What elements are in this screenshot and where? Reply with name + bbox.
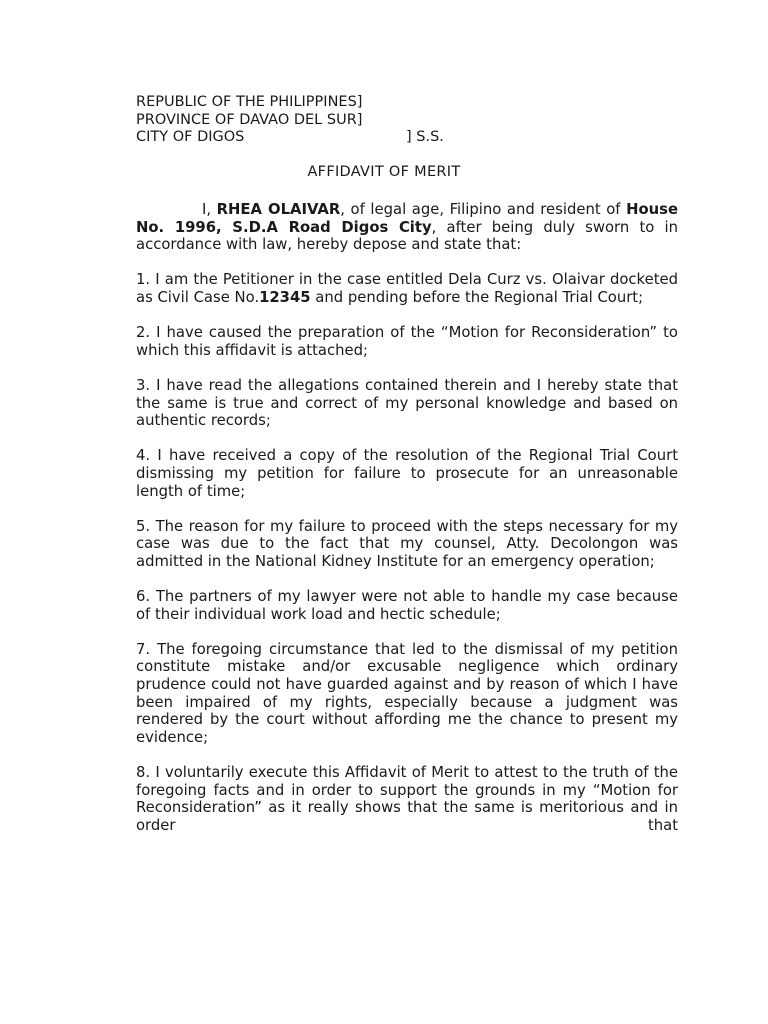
caption-line-republic <box>136 94 362 112</box>
paragraph-1 <box>136 271 678 306</box>
caption-line-province <box>136 112 362 130</box>
caption-city: CITY OF DIGOS <box>136 129 245 145</box>
caption-ss: ] S.S. <box>406 129 444 145</box>
intro-prefix: I, <box>202 201 217 218</box>
document-title: AFFIDAVIT OF MERIT <box>307 164 461 180</box>
intro-suffix: , after being duly sworn to in accordance with law, hereby depose and state that: <box>136 218 678 254</box>
caption-republic: REPUBLIC OF THE PHILIPPINES] <box>136 94 363 110</box>
intro-middle: , of legal age, Filipino and resident of <box>340 201 627 218</box>
p1-before: 1. I am the Petitioner in the case entitled Dela Curz vs. Olaivar docketed as Civil Case No. <box>136 271 678 306</box>
intro-paragraph <box>136 201 678 254</box>
caption-province: PROVINCE OF DAVAO DEL SUR] <box>136 111 363 128</box>
paragraph-2: 2. I have caused the preparation of the “Motion for Reconsideration” to which this affidavit is attached; <box>136 324 678 359</box>
paragraph-3: 3. I have read the allegations contained therein and I hereby state that the same is true and correct of my personal knowledge and based on authentic records; <box>136 376 678 430</box>
affidavit-body <box>136 201 678 852</box>
affiant-name: RHEA OLAIVAR <box>216 201 341 218</box>
paragraph-8: 8. I voluntarily execute this Affidavit of Merit to attest to the truth of the foregoing facts and in order to support the grounds in my “Motion for Reconsideration” as it really shows that the same is meritorious and in order that <box>136 764 678 834</box>
affiant-address: House No. 1996, S.D.A Road Digos City <box>136 201 679 236</box>
venue-caption <box>136 94 444 147</box>
caption-line-city <box>136 129 444 147</box>
civil-case-number: 12345 <box>259 288 311 306</box>
paragraph-4: 4. I have received a copy of the resolution of the Regional Trial Court dismissing my petition for failure to prosecute for an unreasonable length of time; <box>136 447 678 500</box>
paragraph-6: 6. The partners of my lawyer were not able to handle my case because of their individual work load and hectic schedule; <box>136 588 678 623</box>
paragraph-5: 5. The reason for my failure to proceed with the steps necessary for my case was due to the fact that my counsel, Atty. Decolongon was admitted in the National Kidney Institute for an emergency operation; <box>136 517 678 570</box>
paragraph-7: 7. The foregoing circumstance that led to the dismissal of my petition constitute mistake and/or excusable negligence which ordinary prudence could not have guarded against and by reason of which I have been impaired of my rights, especially because a judgment was rendered by the court without affording me the chance to present my evidence; <box>136 640 678 746</box>
p1-after: and pending before the Regional Trial Court; <box>310 288 644 306</box>
